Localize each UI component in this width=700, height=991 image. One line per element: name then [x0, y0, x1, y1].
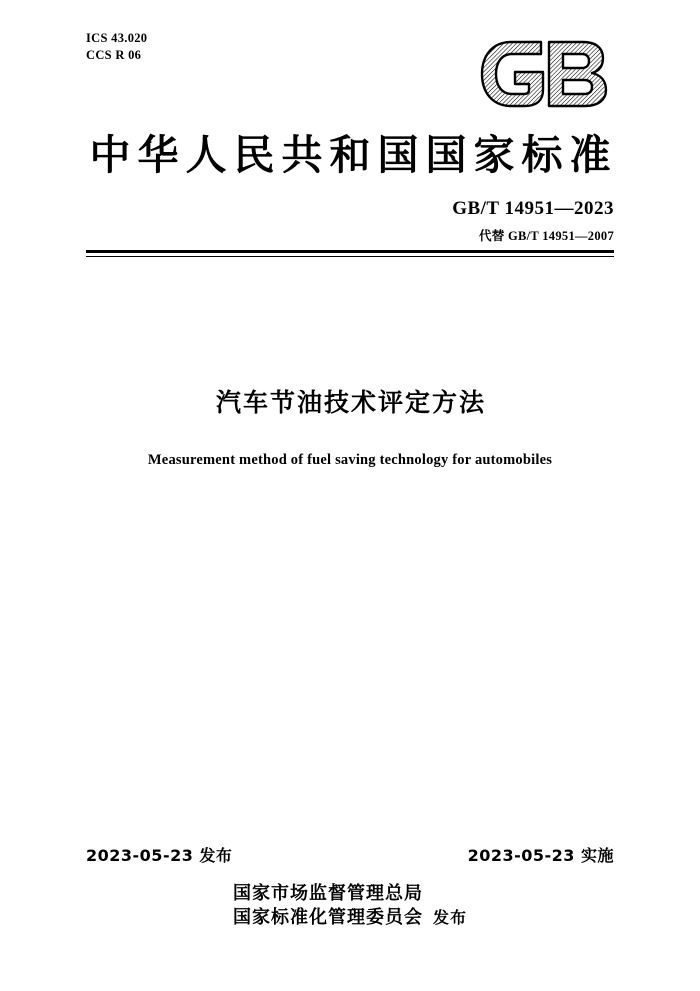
ccs-code: CCS R 06 — [86, 47, 142, 62]
gb-emblem-icon — [479, 38, 614, 110]
document-title-chinese: 汽车节油技术评定方法 — [215, 388, 486, 417]
divider-thick — [86, 250, 614, 253]
issuer-publish-label: 发布 — [432, 907, 467, 927]
document-title-english: Measurement method of fuel saving technology for automobiles — [147, 452, 553, 468]
divider-thin — [86, 256, 614, 257]
issuing-authority — [0, 882, 700, 930]
standard-number: GB/T 14951—2023 — [452, 198, 614, 219]
page-title: 中华人民共和国国家标准 — [89, 131, 618, 179]
standard-replaces: 代替 GB/T 14951—2007 — [478, 229, 614, 243]
ics-code: ICS 43.020 — [86, 31, 148, 45]
issuer-line-2: 国家标准化管理委员会 — [232, 906, 423, 928]
classification-codes — [86, 30, 147, 64]
effective-date: 2023-05-23 实施 — [467, 846, 614, 865]
issuer-line-1: 国家市场监督管理总局 — [232, 883, 423, 904]
issuer-names — [233, 882, 423, 930]
issue-date: 2023-05-23 发布 — [86, 846, 233, 865]
